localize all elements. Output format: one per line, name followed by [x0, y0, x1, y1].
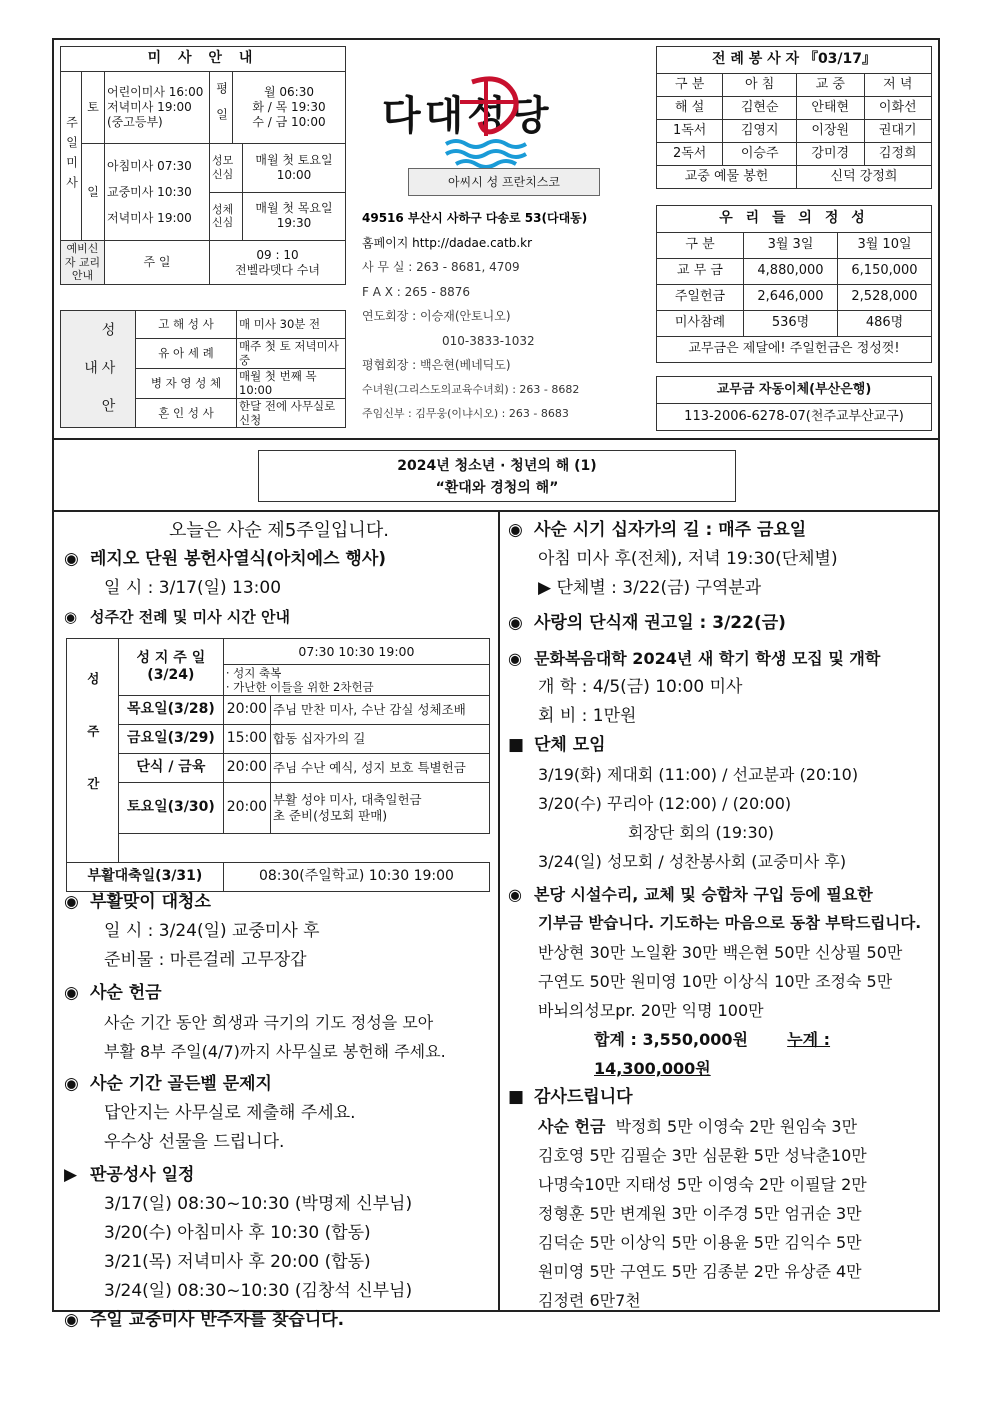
donor-row: 반상현 30만 노일환 30만 백은현 50만 신상필 50만: [538, 943, 903, 962]
holy-week-schedule: [66, 638, 490, 892]
sacrament-time: 매 미사 30분 전: [237, 311, 346, 339]
parish-info: [362, 206, 652, 427]
square-icon: ■: [508, 735, 525, 755]
thanks-title: 감사드립니다: [534, 1087, 633, 1107]
sat-mass-3: (중고등부): [107, 115, 163, 129]
cross-way-line: 아침 미사 후(전체), 저녁 19:30(단체별): [538, 549, 838, 569]
devotion2-time: 매월 첫 목요일 19:30: [243, 192, 346, 240]
cross-way-title: 사순 시기 십자가의 길 : 매주 금요일: [534, 520, 807, 540]
palm-note-1: · 성지 축복: [225, 665, 282, 680]
square-icon: ■: [508, 1087, 525, 1107]
bullet-icon: ◉: [64, 983, 79, 1003]
sunday-day-label: 일: [82, 144, 105, 241]
finance-cell: 교 무 금: [657, 259, 744, 285]
lent-offering-body-1: 사순 기간 동안 희생과 극기의 기도 정성을 모아: [104, 1013, 434, 1032]
finance-cell: 6,150,000: [838, 259, 932, 285]
header-section: [54, 40, 938, 440]
saturday-label: 토: [82, 72, 105, 144]
auto-transfer-title: 교무금 자동이체(부산은행): [657, 377, 932, 404]
council-president: 연도회장 : 이승재(안토니오): [362, 309, 511, 323]
devotion1-time: 매월 첫 토요일 10:00: [243, 144, 346, 192]
intro-text: 오늘은 사순 제5주일입니다.: [169, 520, 389, 541]
organist-title: 주일 교중미사 반주자를 찾습니다.: [90, 1310, 345, 1330]
devotion2-label: 성체신심: [210, 192, 243, 240]
cross-way-group: ▶ 단체별 : 3/22(금) 구역분과: [538, 578, 762, 598]
liturgy-servers-table: [656, 46, 932, 189]
confession-row: 3/17(일) 08:30~10:30 (박명제 신부님): [104, 1194, 413, 1214]
weekday-mass-2: 화 / 목 19:30: [252, 100, 326, 114]
thanks-row: 김정련 6만7천: [538, 1291, 641, 1310]
year-theme-box: [258, 450, 736, 502]
servers-header: 교 중: [797, 74, 864, 97]
council-president-phone: 010-3833-1032: [442, 333, 535, 348]
finance-cell: 미사참례: [657, 311, 744, 337]
saturday-label: 토요일(3/30): [118, 783, 223, 834]
servers-header: 구 분: [657, 74, 723, 97]
finance-cell: 주일헌금: [657, 285, 744, 311]
donor-row: 바뇌의성모pr. 20만 익명 100만: [538, 1001, 764, 1020]
parish-logo: [372, 72, 636, 202]
lent-offering-body-2: 부활 8부 주일(4/7)까지 사무실로 봉헌해 주세요.: [104, 1042, 446, 1061]
finance-cell: 2,646,000: [744, 285, 838, 311]
friday-note-2: 주님 수난 예식, 성지 보호 특별헌금: [270, 754, 489, 783]
confession-row: 3/20(수) 아침미사 후 10:30 (합동): [104, 1223, 371, 1243]
servers-cell: 김정희: [864, 143, 932, 166]
sacrament-name: 유 아 세 례: [136, 339, 237, 369]
sunday-label: 주일미사: [61, 72, 82, 241]
left-column-lower: [64, 888, 494, 1335]
thanks-row: 정형훈 5만 변계원 3만 이주경 5만 엄귀순 3만: [538, 1204, 862, 1223]
friday-time-1: 15:00: [223, 725, 270, 754]
saturday-note-2: 초 준비(성모회 판매): [272, 808, 388, 823]
weekday-label: 평일: [210, 72, 233, 144]
catechumen-label: 예비신자 교리안내: [61, 241, 105, 285]
servers-cell: 권대기: [864, 120, 932, 143]
servers-cell: 해 설: [657, 97, 723, 120]
holyweek-title: 성주간 전례 및 미사 시간 안내: [90, 608, 290, 626]
thanks-row: 김덕순 5만 이상익 5만 이용윤 5만 김익수 5만: [538, 1233, 862, 1252]
servers-header: 저 녁: [864, 74, 932, 97]
legio-title: 레지오 단원 봉헌사열식(아치에스 행사): [90, 549, 387, 569]
university-title: 문화복음대학 2024년 새 학기 학생 모집 및 개학: [534, 649, 881, 668]
donation-cumulative: 누계 : 14,300,000원: [594, 1030, 831, 1078]
donation-total: 합계 : 3,550,000원: [594, 1030, 748, 1049]
parish-address: 49516 부산시 사하구 다송로 53(다대동): [362, 211, 588, 225]
easter-label: 부활대축일(3/31): [67, 863, 224, 892]
section-divider: [54, 510, 938, 512]
servers-cell: 안태현: [797, 97, 864, 120]
mass-guide-title: 미 사 안 내: [61, 47, 346, 72]
servers-cell: 강미경: [797, 143, 864, 166]
repair-title-1: 본당 시설수리, 교체 및 승합차 구입 등에 필요한: [534, 885, 873, 904]
holyweek-label: 성주간: [67, 639, 119, 863]
lent-offering-title: 사순 헌금: [90, 983, 162, 1003]
finance-header: 3월 3일: [744, 233, 838, 259]
weekday-mass-1: 월 06:30: [264, 85, 314, 99]
sacrament-name: 병 자 영 성 체: [136, 368, 237, 398]
servers-header: 아 침: [723, 74, 797, 97]
triangle-icon: ▶: [64, 1165, 78, 1185]
servers-cell: 이장원: [797, 120, 864, 143]
theme-line1: 2024년 청소년 · 청년의 해 (1): [397, 458, 597, 474]
group-row: 3/19(화) 제대회 (11:00) / 선교분과 (20:10): [538, 765, 859, 784]
palm-sunday-label: 성 지 주 일 (3/24): [118, 639, 223, 696]
sacrament-time: 한달 전에 사무실로 신청: [237, 398, 346, 428]
thanks-row: 나명숙10만 지태성 5만 이영숙 2만 이필달 2만: [538, 1175, 867, 1194]
confession-row: 3/21(목) 저녁미사 후 20:00 (합동): [104, 1252, 371, 1272]
sacrament-name: 혼 인 성 사: [136, 398, 237, 428]
sun-mass-1: 아침미사 07:30: [107, 159, 192, 173]
bullet-icon: ◉: [508, 613, 523, 633]
repair-title-2: 기부금 받습니다. 기도하는 마음으로 동참 부탁드립니다.: [538, 914, 922, 932]
quiz-title: 사순 기간 골든벨 문제지: [90, 1074, 272, 1094]
confession-title: 판공성사 일정: [90, 1165, 195, 1185]
parish-office-phone: 사 무 실 : 263 - 8681, 4709: [362, 260, 520, 274]
group-row: 3/24(일) 성모회 / 성찬봉사회 (교중미사 후): [538, 852, 847, 871]
thanks-label: 사순 헌금: [538, 1117, 606, 1136]
servers-cell: 이승주: [723, 143, 797, 166]
theme-line2: “환대와 경청의 해”: [435, 480, 559, 496]
group-row: 회장단 회의 (19:30): [628, 823, 775, 842]
easter-times: 08:30(주일학교) 10:30 19:00: [223, 863, 489, 892]
parish-fax: F A X : 265 - 8876: [362, 284, 471, 299]
devotion1-label: 성모신심: [210, 144, 243, 192]
parish-name: 다대성당: [382, 93, 553, 139]
left-column: [64, 516, 494, 632]
quiz-body-2: 우수상 선물을 드립니다.: [104, 1132, 285, 1152]
cleaning-title: 부활맞이 대청소: [90, 892, 211, 912]
finance-note: 교무금은 제달에! 주일헌금은 정성껏!: [657, 337, 932, 363]
sacrament-table: [60, 310, 346, 428]
cross-wave-icon: [442, 72, 532, 168]
catechumen-teacher: 전벨라뎃다 수녀: [235, 262, 320, 277]
thanks-row: 원미영 5만 구연도 5만 김종분 2만 유상준 4만: [538, 1262, 862, 1281]
finance-table: [656, 205, 932, 363]
university-open: 개 학 : 4/5(금) 10:00 미사: [538, 677, 743, 697]
weekday-mass-3: 수 / 금 10:00: [252, 115, 326, 129]
friday-note-1: 합동 십자가의 길: [270, 725, 489, 754]
right-column: [508, 516, 936, 1315]
offering-value: 신덕 강정희: [797, 166, 932, 189]
sun-mass-3: 저녁미사 19:00: [107, 211, 192, 225]
finance-cell: 4,880,000: [744, 259, 838, 285]
cleaning-items: 준비물 : 마른걸레 고무장갑: [104, 950, 307, 970]
servers-cell: 김영지: [723, 120, 797, 143]
legio-date: 일 시 : 3/17(일) 13:00: [104, 578, 282, 598]
finance-cell: 486명: [838, 311, 932, 337]
bullet-icon: ◉: [64, 892, 79, 912]
finance-title: 우 리 들 의 정 성: [657, 206, 932, 233]
thanks-row: 김호영 5만 김필순 3만 심문환 5만 성낙춘10만: [538, 1146, 867, 1165]
thursday-note: 주님 만찬 미사, 수난 감실 성체조배: [270, 696, 489, 725]
bullet-icon: ◉: [64, 1074, 79, 1094]
sacrament-time: 매주 첫 토 저녁미사 중: [237, 339, 346, 369]
mass-guide-table: [60, 46, 346, 285]
groups-title: 단체 모임: [534, 735, 606, 755]
servers-cell: 1독서: [657, 120, 723, 143]
donor-row: 구연도 50만 원미영 10만 이상식 10만 조정숙 5만: [538, 972, 893, 991]
pastor-phone: 주임신부 : 김무웅(이냐시오) : 263 - 8683: [362, 407, 569, 420]
palm-sunday-times: 07:30 10:30 19:00: [223, 639, 489, 665]
auto-transfer-table: [656, 376, 932, 431]
thursday-label: 목요일(3/28): [118, 696, 223, 725]
group-row: 3/20(수) 꾸리아 (12:00) / (20:00): [538, 794, 792, 813]
confession-row: 3/24(일) 08:30~10:30 (김창석 신부님): [104, 1281, 413, 1301]
thursday-time: 20:00: [223, 696, 270, 725]
lay-council-president: 평협회장 : 백은현(베네딕도): [362, 358, 511, 372]
patron-saint: 아씨시 성 프란치스코: [408, 168, 600, 196]
bullet-icon: ◉: [64, 549, 79, 569]
bullet-icon: ◉: [508, 649, 522, 668]
sacrament-name: 고 해 성 사: [136, 311, 237, 339]
servers-cell: 2독서: [657, 143, 723, 166]
bullet-icon: ◉: [64, 1310, 79, 1330]
bullet-icon: ◉: [64, 608, 78, 626]
servers-cell: 김현순: [723, 97, 797, 120]
bullet-icon: ◉: [508, 520, 523, 540]
saturday-time: 20:00: [223, 783, 270, 834]
finance-cell: 536명: [744, 311, 838, 337]
sat-mass-2: 저녁미사 19:00: [107, 100, 192, 114]
finance-header: 3월 10일: [838, 233, 932, 259]
thanks-row: 박정희 5만 이영숙 2만 원임숙 3만: [615, 1117, 858, 1136]
convent-phone: 수녀원(그리스도의교육수녀회) : 263 - 8682: [362, 382, 580, 396]
friday-fast-label: 단식 / 금육: [118, 754, 223, 783]
parish-homepage: 홈페이지 http://dadae.catb.kr: [362, 235, 533, 250]
cleaning-date: 일 시 : 3/24(일) 교중미사 후: [104, 921, 320, 941]
offering-label: 교중 예물 봉헌: [657, 166, 797, 189]
finance-header: 구 분: [657, 233, 744, 259]
saturday-note-1: 부활 성야 미사, 대축일헌금: [272, 792, 422, 808]
sacrament-label: 성 사 안 내: [61, 311, 136, 428]
catechumen-time: 09 : 10: [256, 247, 299, 262]
sat-mass-1: 어린이미사 16:00: [107, 85, 204, 99]
sacrament-time: 매월 첫 번째 목 10:00: [237, 368, 346, 398]
finance-cell: 2,528,000: [838, 285, 932, 311]
palm-note-2: · 가난한 이들을 위한 2차헌금: [225, 680, 374, 694]
auto-transfer-account: 113-2006-6278-07(천주교부산교구): [657, 404, 932, 431]
column-divider: [498, 510, 500, 1310]
servers-cell: 이화선: [864, 97, 932, 120]
servers-title: 전 례 봉 사 자 『03/17』: [657, 47, 932, 74]
catechumen-day: 주 일: [105, 241, 210, 285]
fasting-title: 사랑의 단식재 권고일 : 3/22(금): [534, 613, 786, 633]
friday-time-2: 20:00: [223, 754, 270, 783]
friday-label: 금요일(3/29): [118, 725, 223, 754]
bulletin-page: [52, 38, 940, 1330]
university-fee: 회 비 : 1만원: [538, 706, 637, 726]
quiz-body-1: 답안지는 사무실로 제출해 주세요.: [104, 1103, 356, 1123]
bullet-icon: ◉: [508, 885, 522, 904]
sun-mass-2: 교중미사 10:30: [107, 185, 192, 199]
